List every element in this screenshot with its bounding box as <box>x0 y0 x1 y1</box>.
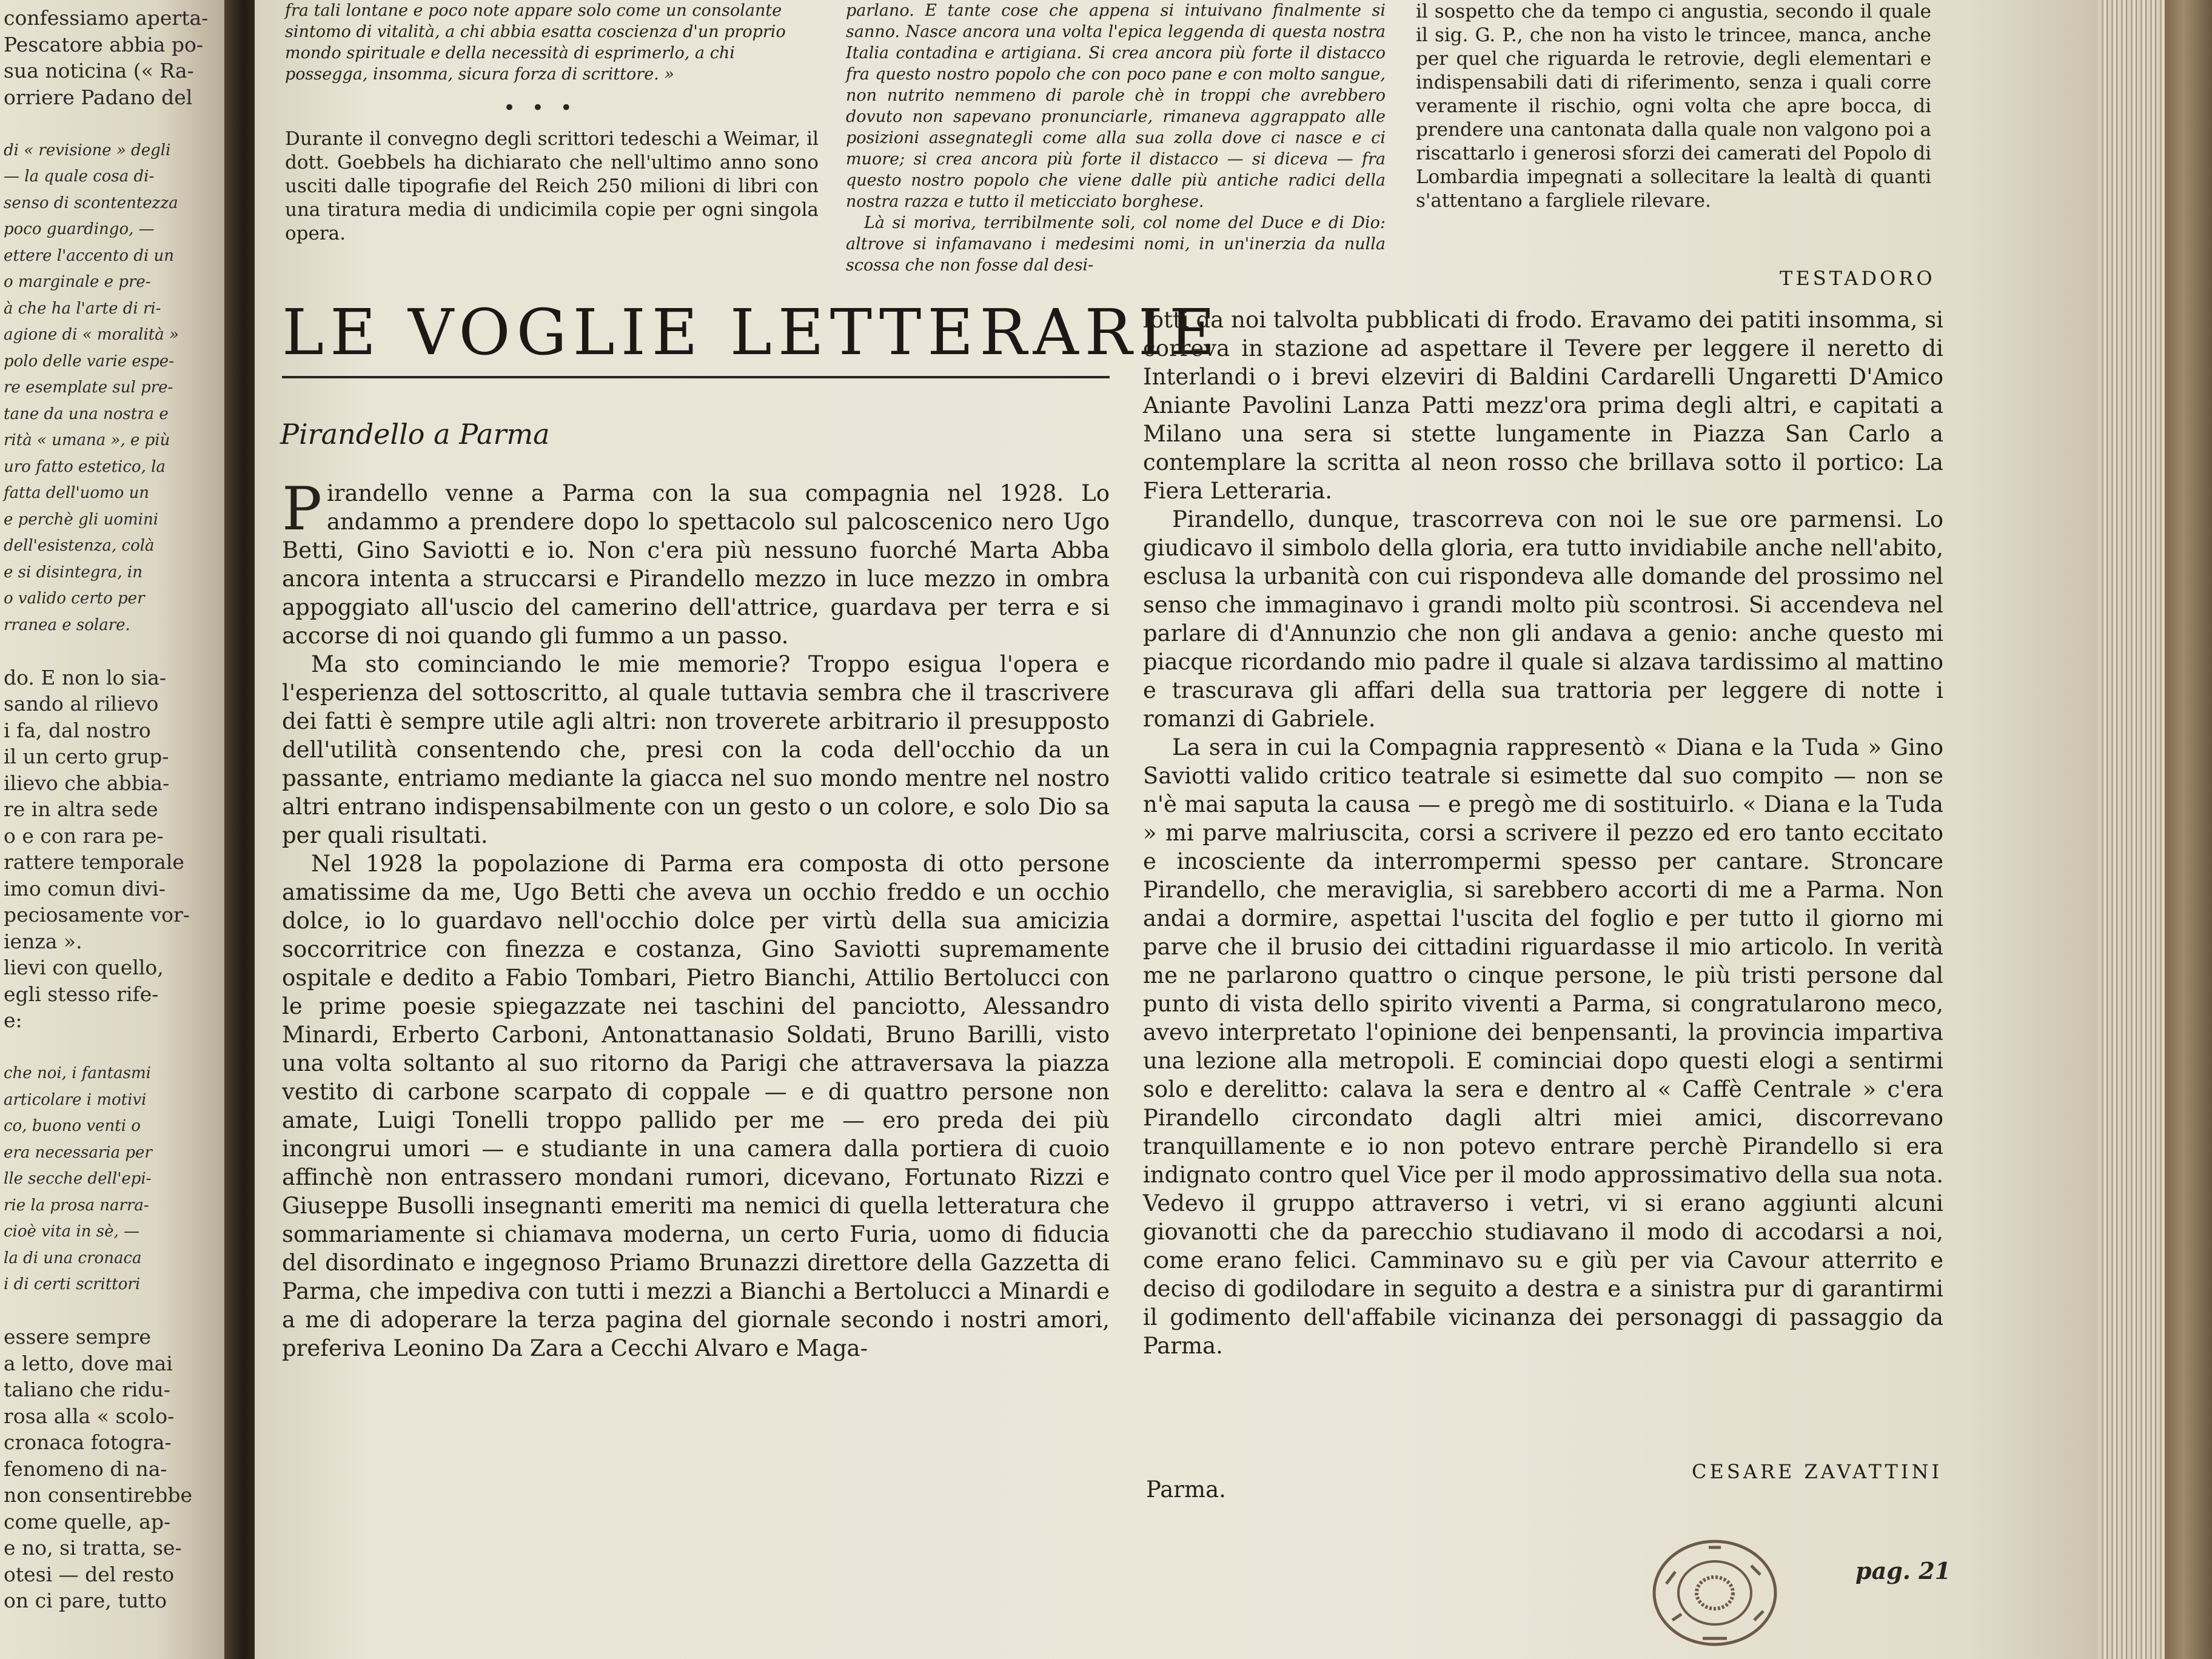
left-page-line: rattere temporale <box>4 850 184 874</box>
top-col1-quote-text: fra tali lontane e poco note appare solo come un consolante sintomo di vitalità, a chi abbia esatta coscienza d'un proprio mondo spirituale e della necessità di esprimerlo, a chi possegga, insomma, sicura forza di scrittore. » <box>285 1 786 84</box>
left-page-line: egli stesso rife- <box>4 982 159 1006</box>
left-page-line: do. E non lo sia- <box>4 665 167 689</box>
left-page-line: confessiamo aperta- <box>4 6 209 30</box>
left-page-line: essere sempre <box>4 1325 151 1349</box>
left-page-line: fenomeno di na- <box>4 1456 167 1481</box>
left-page <box>0 0 224 1659</box>
left-page-line: re in altra sede <box>4 797 158 821</box>
article-right-column <box>1143 306 1943 1360</box>
headline-rule <box>282 376 1110 378</box>
left-page-line: imo comun divi- <box>4 876 166 900</box>
goebbels-paragraph: Durante il convegno degli scrittori tedeschi a Weimar, il dott. Goebbels ha dichiarato che nell'ultimo anno sono usciti dalle tipografie del Reich 250 milioni di libri con una tiratura media di undicimila copie per ogni singola opera. <box>285 128 819 244</box>
left-page-line: à che ha l'arte di ri- <box>4 299 161 318</box>
book-binding <box>2165 0 2212 1659</box>
left-page-line: come quelle, ap- <box>4 1509 171 1533</box>
left-page-line: rità « umana », e più <box>4 431 170 449</box>
left-page-line: la di una cronaca <box>4 1248 142 1267</box>
left-page-line: ilievo che abbia- <box>4 771 170 795</box>
left-page-line: rie la prosa narra- <box>4 1196 149 1215</box>
left-page-line: e perchè gli uomini <box>4 510 159 529</box>
left-page-line: orriere Padano del <box>4 85 193 109</box>
article-paragraph-6: La sera in cui la Compagnia rappresentò « Diana e la Tuda » Gino Saviotti valido critico teatrale si esimette dal suo compito — non se n'è mai saputa la causa — e pregò me di sostituirlo. « Diana e la Tuda » mi parve malriuscita, corsi a scrivere il pezzo ed ero tanto eccitato e incosciente da interrompermi spesso per cantare. Stroncare Pirandello, che meraviglia, si sarebbero accorti di me a Parma. Non andai a dormire, aspettai l'uscita del foglio e per tutto il giorno mi parve che il brusio dei cittadini riguardasse il mio articolo. In verità me ne parlarono quattro o cinque persone, le più tristi persone dal punto di vista dello spirito viventi a Parma, si congratularono meco, avevo interpretato l'opinione dei benpensanti, la provincia impartiva una lezione alla metropoli. E cominciai dopo questi elogi a sentirmi solo e derelitto: calava la sera e dentro al « Caffè Centrale » c'era Pirandello circondato dagli altri miei amici, discorrevano tranquillamente e io non potevo entrare perchè Pirandello si era indignato contro quel Vice per il modo approssimativo della sua nota. Vedevo il gruppo attraverso i vetri, vi si erano aggiunti alcuni giovanotti che da parecchio studiavano il modo di accodarsi a noi, come erano felici. Camminavo su e giù per via Cavour atterrito e deciso di godilodare in seguito a destra e a sinistra pur di garantirmi il godimento dell'affabile vicinanza dei personaggi di passaggio da Parma. <box>1143 734 1943 1359</box>
left-page-line: il un certo grup- <box>4 745 169 768</box>
article-subtitle: Pirandello a Parma <box>280 418 550 451</box>
testadoro-signature: TESTADORO <box>1780 267 1936 290</box>
article-paragraph-1-text: irandello venne a Parma con la sua compagnia nel 1928. Lo andammo a prendere dopo lo spettacolo sul palcoscenico nero Ugo Betti, Gino Saviotti e io. Non c'era più nessuno fuorché Marta Abba ancora intenta a struccarsi e Pirandello mezzo in luce mezzo in ombra appoggiato all'uscio del camerino dell'attrice, guardava per terra e si accorse di noi quando gli fummo a un passo. <box>282 480 1110 649</box>
top-col2-quote-text: parlano. E tante cose che appena si intuivano finalmente si sanno. Nasce ancora una volta l'epica leggenda di questa nostra Italia contadina e artigiana. Si crea ancora più forte il distacco fra questo nostro popolo che con poco pane e con molto sangue, non nutrito nemmeno di parole chè in troppi che avrebbero dovuto non sapevano pronunciarle, rimaneva aggrappato alle posizioni assegnategli come alla sua zolla dove ci nasce e ci muore; si crea ancora più forte il distacco — si diceva — fra questo nostro popolo che viene dalle più antiche radici della nostra razza e tutto il meticciato borghese. <box>846 1 1386 211</box>
top-col1-text <box>285 127 819 246</box>
left-page-line: tane da una nostra e <box>4 404 169 423</box>
left-page-line: o e con rara pe- <box>4 823 164 848</box>
left-page-line: cioè vita in sè, — <box>4 1222 139 1241</box>
left-page-line: non consentirebbe <box>4 1483 193 1507</box>
left-page-line: Pescatore abbia po- <box>4 32 204 56</box>
left-page-line: e si disintegra, in <box>4 563 142 581</box>
left-page-line: i fa, dal nostro <box>4 718 151 742</box>
article-place: Parma. <box>1146 1476 1226 1503</box>
left-page-line: agione di « moralità » <box>4 326 179 344</box>
left-page-line: di « revisione » degli <box>4 141 171 159</box>
left-page-line: rranea e solare. <box>4 615 130 634</box>
article-paragraph-5: Pirandello, dunque, trascorreva con noi le sue ore parmensi. Lo giudicavo il simbolo della gloria, era tutto invidiabile anche nell'abito, esclusa la urbanità con cui rispondeva alle domande del prossimo nel senso che immaginavo i grandi molto più scontrosi. Si accendeva nel parlare di d'Annunzio che non gli andava a genio: anche questo mi piacque ricordando mio padre il quale si alzava tardissimo al mattino e trascurava gli affari della sua trattoria per leggere di notte i romanzi di Gabriele. <box>1143 506 1943 732</box>
left-page-line: polo delle varie espe- <box>4 352 174 370</box>
left-page-line: o valido certo per <box>4 589 145 608</box>
left-page-line: re esemplate sul pre- <box>4 378 173 397</box>
left-page-line: cronaca fotogra- <box>4 1430 172 1454</box>
article-paragraph-3: Nel 1928 la popolazione di Parma era composta di otto persone amatissime da me, Ugo Betti che aveva un occhio freddo e un occhio dolce, io lo guardavo nell'occhio dolce per virtù della sua amicizia soccorritrice con finezza e costanza, Gino Saviotti supremamente ospitale e dedito a Fabio Tombari, Pietro Bianchi, Attilio Bertolucci con le prime poesie spiegazzate nei taschini del panciotto, Alessandro Minardi, Erberto Carboni, Antonattanasio Soldati, Bruno Barilli, visto una volta soltanto al suo ritorno da Parigi che attraversava la piazza vestito di carbone scarpato di coppale — e di quattro persone non amate, Luigi Tonelli troppo pallido per me — ero preda dei più incongrui umori — e studiante in una camera dalla portiera di cuoio affinchè non entrassero mondani rumori, dicevano, Fortunato Rizzi e Giuseppe Busolli insegnanti emeriti ma nemici di quella letteratura che sommariamente si chiamava moderna, un certo Furia, uomo di fiducia del disordinato e ingegnoso Priamo Brunazzi direttore della Gazzetta di Parma, che impediva con tutti i mezzi a Bianchi a Bertolucci a Minardi e a me di adoperare la terza pagina del giornale secondo i nostri amori, preferiva Leonino Da Zara a Cecchi Alvaro e Maga- <box>282 851 1110 1361</box>
article-headline: LE VOGLIE LETTERARIE <box>282 295 1222 369</box>
top-col3-text: il sospetto che da tempo ci angustia, secondo il quale il sig. G. P., che non ha visto le trincee, manca, anche per quel che riguarda le retrovie, degli elementari e indispensabili dati di riferimento, senza i quali corre veramente il rischio, ogni volta che apre bocca, di prendere una cantonata dalla quale non valgono poi a riscattarlo i generosi sforzi dei camerati del Popolo di Lombardia impegnati a sollecitare la lealtà di quanti s'attentano a fargliele rilevare. <box>1416 1 1931 212</box>
top-col3 <box>1416 0 1931 213</box>
top-col1-quote <box>285 0 819 85</box>
library-stamp-icon <box>1648 1535 1781 1651</box>
article-left-column <box>282 475 1110 1362</box>
author-signature: CESARE ZAVATTINI <box>1692 1460 1943 1483</box>
left-page-line: senso di scontentezza <box>4 193 178 212</box>
left-page-line: che noi, i fantasmi <box>4 1064 151 1082</box>
left-page-line: era necessaria per <box>4 1143 152 1162</box>
page-number: pag. 21 <box>1855 1557 1951 1584</box>
left-page-line: a letto, dove mai <box>4 1351 173 1375</box>
article-paragraph-4: lotti da noi talvolta pubblicati di frodo. Eravamo dei patiti insomma, si correva in stazione ad aspettare il Tevere per leggere il neretto di Interlandi o i brevi elzeviri di Baldini Cardarelli Ungaretti D'Amico Aniante Pavolini Lanza Patti mezz'ora prima degli altri, e capitati a Milano una sera si stette lungamente in Piazza San Carlo a contemplare la scritta al neon rosso che brillava sotto il portico: La Fiera Letteraria. <box>1143 307 1943 504</box>
article-paragraph-2: Ma sto cominciando le mie memorie? Troppo esigua l'opera e l'esperienza del sottoscritto, al quale tuttavia sembra che il trascrivere dei fatti è sempre utile agli altri: non troverete arbitrario il presupposto dell'utilità consentendo che, presi con la coda dell'occhio da un passante, entriamo mediante la giacca nel suo mondo mentre nel nostro altri entrano indispensabilmente con un gesto o un colore, e solo Dio sa per quali risultati. <box>282 651 1110 848</box>
left-page-line: — la quale cosa di- <box>4 167 155 186</box>
left-page-line: articolare i motivi <box>4 1090 147 1109</box>
left-page-line: poco guardingo, — <box>4 220 155 238</box>
left-page-line: otesi — del resto <box>4 1562 175 1586</box>
drop-cap: P <box>282 475 322 544</box>
left-page-line: co, buono venti o <box>4 1117 141 1135</box>
left-page-line: i di certi scrittori <box>4 1275 141 1293</box>
left-page-line: taliano che ridu- <box>4 1378 170 1401</box>
left-page-line: ettere l'accento di un <box>4 246 175 265</box>
top-col2-text: Là si moriva, terribilmente soli, col nome del Duce e di Dio: altrove si infamavano i medesimi nomi, in un'inerzia da nulla scossa che non fosse dal desi- <box>846 213 1386 275</box>
left-page-line: e no, si tratta, se- <box>4 1536 182 1560</box>
left-page-line: e: <box>4 1008 22 1032</box>
left-page-line: peciosamente vor- <box>4 903 190 927</box>
left-page-line: uro fatto estetico, la <box>4 457 166 476</box>
left-page-line: sando al rilievo <box>4 692 159 716</box>
top-col2 <box>846 0 1386 276</box>
section-divider-stars: • • • <box>503 96 577 120</box>
left-page-line: ienza ». <box>4 929 82 953</box>
left-page-line: o marginale e pre- <box>4 273 151 291</box>
left-page-line: lle secche dell'epi- <box>4 1170 152 1188</box>
left-page-line: sua noticina (« Ra- <box>4 59 194 82</box>
article-paragraph-1 <box>282 475 1110 650</box>
left-page-line: fatta dell'uomo un <box>4 484 150 502</box>
left-page-line: dell'esistenza, colà <box>4 537 155 555</box>
left-page-line: lievi con quello, <box>4 956 164 979</box>
left-page-line: on ci pare, tutto <box>4 1589 167 1612</box>
left-page-line: rosa alla « scolo- <box>4 1404 175 1428</box>
